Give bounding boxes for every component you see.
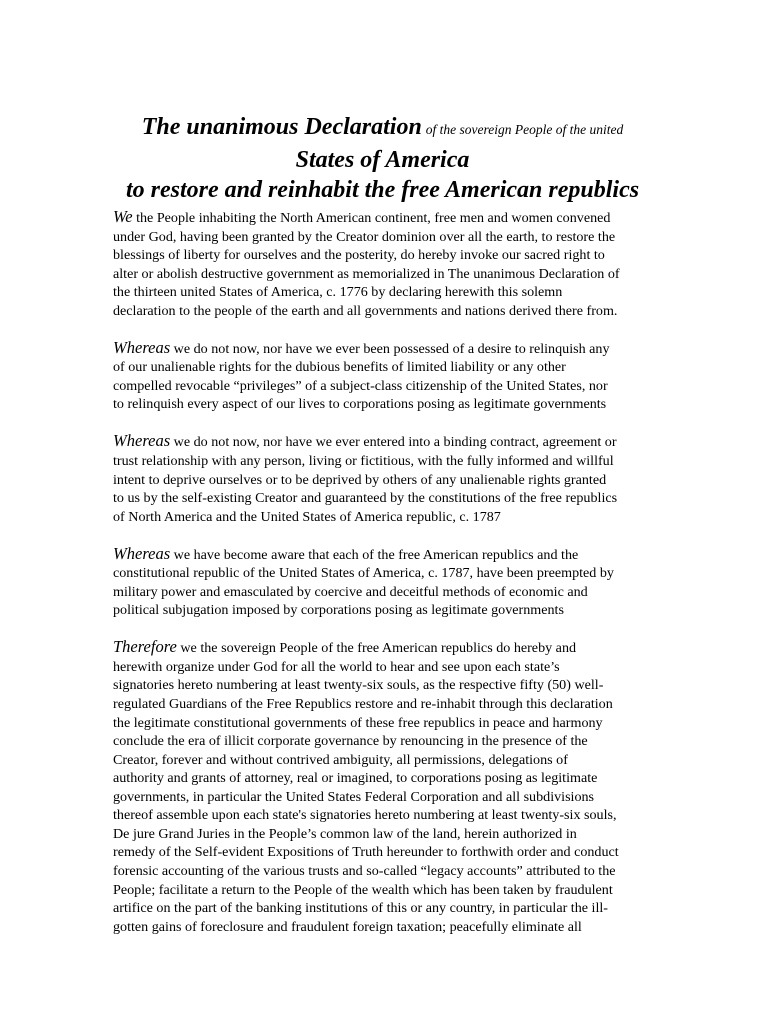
text-line [113, 545, 663, 565]
text-line: alter or abolish destructive government as memorialized in The unanimous Declaration of [113, 265, 620, 282]
paragraph-lead: Therefore [113, 637, 177, 657]
text-line-content: we the sovereign People of the free American republics do hereby and [176, 640, 577, 657]
text-line: gotten gains of foreclosure and fraudulent foreign taxation; peacefully eliminate all [113, 918, 582, 935]
text-line: conclude the era of illicit corporate governance by renouncing in the presence of the [113, 733, 588, 750]
paragraph-whereas-2 [113, 432, 663, 526]
text-line-content: we do not now, nor have we ever entered into a binding contract, agreement or [170, 434, 617, 451]
text-line: regulated Guardians of the Free Republics restore and re-inhabit through this declaration [113, 696, 613, 713]
text-line-content: the People inhabiting the North American continent, free men and women convened [132, 210, 611, 226]
text-line: of our unalienable rights for the dubious benefits of limited liability or any other [113, 359, 566, 376]
paragraph-therefore [113, 638, 663, 936]
text-line: blessings of liberty for ourselves and the posterity, do hereby invoke our sacred right to [113, 247, 605, 264]
text-line: trust relationship with any person, living or fictitious, with the fully informed and willful [113, 453, 614, 470]
text-line: constitutional republic of the United States of America, c. 1787, have been preempted by [113, 565, 614, 582]
text-line: governments, in particular the United States Federal Corporation and all subdivisions [113, 788, 595, 805]
text-line: compelled revocable “privileges” of a subject-class citizenship of the United States, nor [113, 377, 608, 394]
title-line-2: States of America [295, 147, 470, 173]
text-line [113, 638, 663, 658]
text-line: signatories hereto numbering at least twenty-six souls, as the respective fifty (50) well- [113, 677, 604, 694]
title-subtitle: of the sovereign People of the united [425, 122, 624, 137]
paragraph-lead: We [113, 207, 133, 226]
text-line: to us by the self-existing Creator and guaranteed by the constitutions of the free republics [113, 490, 618, 507]
text-line: declaration to the people of the earth and all governments and nations derived there from. [113, 302, 618, 319]
paragraph-whereas-3 [113, 545, 663, 620]
text-line: of North America and the United States of America republic, c. 1787 [113, 508, 501, 525]
document-title [110, 112, 655, 205]
text-line: authority and grants of attorney, real or imagined, to corporations posing as legitimate [113, 770, 598, 787]
text-line: the thirteen united States of America, c. 1776 by declaring herewith this solemn [113, 284, 563, 301]
text-line: under God, having been granted by the Creator dominion over all the earth, to restore the [113, 228, 616, 245]
title-line-1 [110, 112, 655, 145]
text-line: herewith organize under God for all the world to hear and see upon each state’s [113, 658, 560, 675]
paragraph-lead: Whereas [113, 431, 171, 451]
title-main: The unanimous Declaration [141, 114, 422, 140]
text-line: De jure Grand Juries in the People’s common law of the land, herein authorized in [113, 825, 577, 842]
text-line [113, 432, 663, 452]
paragraph-lead: Whereas [113, 337, 171, 357]
text-line: remedy of the Self-evident Expositions of Truth hereunder to forthwith order and conduct [113, 844, 619, 861]
text-line [113, 208, 663, 228]
text-line: artifice on the part of the banking institutions of this or any country, in particular the ill- [113, 900, 608, 917]
document-body [113, 208, 663, 955]
text-line: People; facilitate a return to the People of the wealth which has been taken by fraudulent [113, 881, 613, 898]
text-line: military power and emasculated by coercive and deceitful methods of economic and [113, 583, 588, 600]
text-line: the legitimate constitutional governments of these free republics in peace and harmony [113, 714, 603, 731]
paragraph-whereas-1 [113, 339, 663, 414]
text-line: intent to deprive ourselves or to be deprived by others of any unalienable rights granted [113, 471, 607, 488]
title-line-3: to restore and reinhabit the free American republics [125, 177, 640, 203]
text-line [113, 339, 663, 359]
text-line: political subjugation imposed by corporations posing as legitimate governments [113, 602, 564, 619]
paragraph-lead: Whereas [113, 543, 171, 563]
text-line: Creator, forever and without contrived ambiguity, all permissions, delegations of [113, 751, 568, 768]
text-line: to relinquish every aspect of our lives to corporations posing as legitimate governments [113, 396, 607, 413]
paragraph-preamble [113, 208, 663, 320]
text-line-content: we have become aware that each of the free American republics and the [170, 546, 579, 563]
text-line: thereof assemble upon each state's signatories hereto numbering at least twenty-six souls, [113, 807, 617, 824]
text-line-content: we do not now, nor have we ever been possessed of a desire to relinquish any [170, 340, 610, 357]
text-line: forensic accounting of the various trusts and so-called “legacy accounts” attributed to the [113, 862, 616, 879]
